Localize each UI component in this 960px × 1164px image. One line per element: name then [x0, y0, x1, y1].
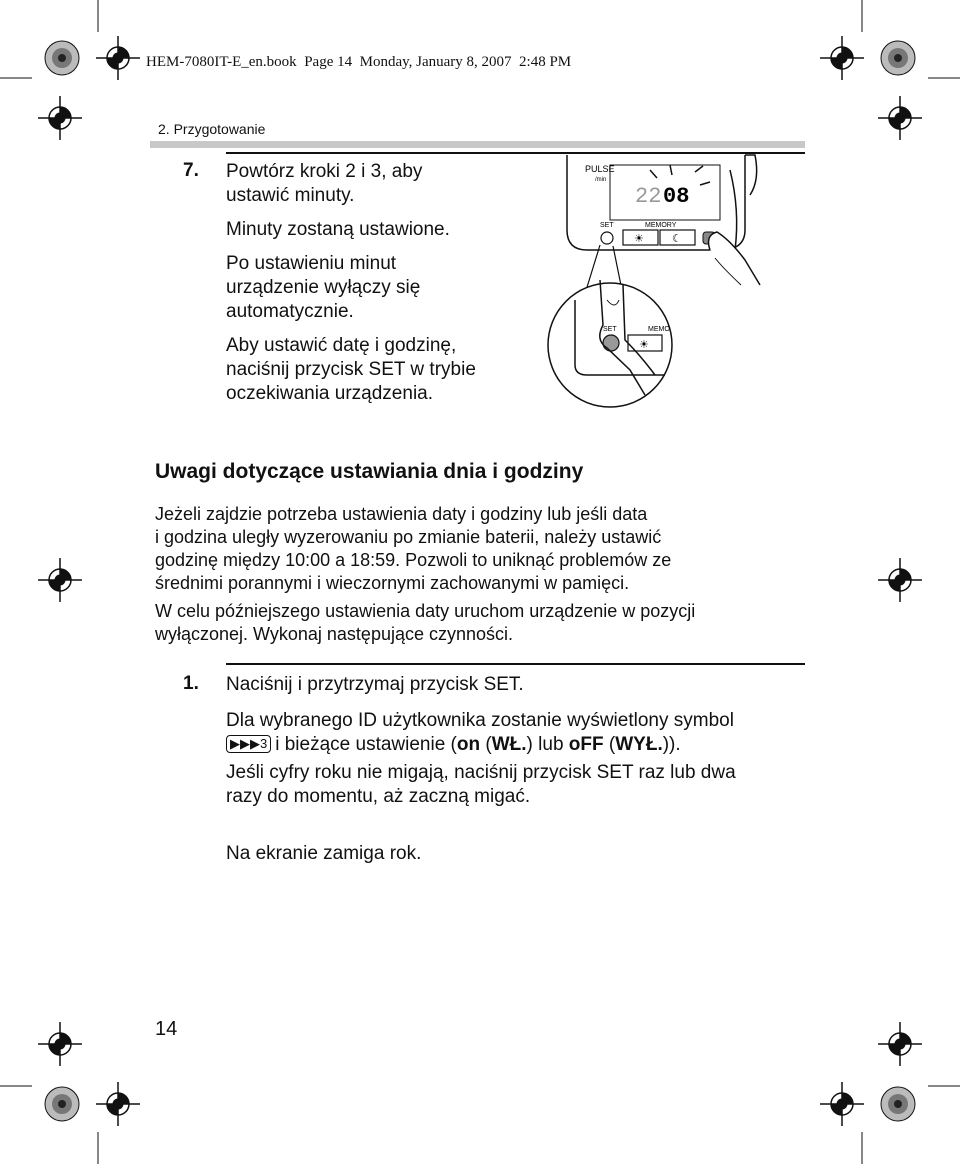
wl-label: WŁ.: [491, 734, 527, 755]
zoom-set-label: SET: [603, 326, 617, 333]
note-title: Uwagi dotyczące ustawiania dnia i godziny: [155, 460, 584, 483]
note-line: średnimi porannymi i wieczornymi zachowanymi w pamięci.: [155, 573, 630, 593]
step-number: 7.: [183, 160, 199, 181]
text-run: (: [603, 734, 616, 755]
zoom-memory-label: MEMO: [648, 326, 670, 333]
step1-line: Jeśli cyfry roku nie migają, naciśnij przycisk SET raz lub dwa: [226, 762, 736, 783]
step7-line: Aby ustawić datę i godzinę,: [226, 335, 457, 356]
color-bar-mark: [881, 41, 915, 75]
note-line: wyłączonej. Wykonaj następujące czynności.: [155, 624, 514, 644]
step7-line: naciśnij przycisk SET w trybie: [226, 359, 476, 380]
step-number: 1.: [183, 673, 199, 694]
step7-text: [226, 160, 546, 406]
step1-line: razy do momentu, aż zaczną migać.: [226, 786, 531, 807]
step1-line: [226, 733, 806, 757]
print-header: [146, 54, 571, 71]
crosshair-mark: [38, 96, 82, 140]
text-run: )).: [662, 734, 681, 755]
on-label: on: [456, 734, 481, 755]
pulse-unit: /min: [595, 177, 607, 183]
step7-line: automatycznie.: [226, 301, 354, 322]
zoom-set-button[interactable]: [603, 335, 619, 351]
moon-icon: ☾: [672, 233, 682, 245]
page-number: 14: [155, 1018, 178, 1040]
crosshair-mark: [96, 36, 140, 80]
crosshair-mark: [820, 36, 864, 80]
step1-title: Naciśnij i przytrzymaj przycisk SET.: [226, 674, 524, 695]
display-digits-blink: 08: [663, 184, 690, 209]
step7-line: Powtórz kroki 2 i 3, aby: [226, 161, 423, 182]
crosshair-mark: [96, 1082, 140, 1126]
crosshair-mark: [38, 558, 82, 602]
crosshair-mark: [878, 558, 922, 602]
note-line: godzinę między 10:00 a 18:59. Pozwoli to uniknąć problemów ze: [155, 550, 672, 570]
step1-line: Dla wybranego ID użytkownika zostanie wyświetlony symbol: [226, 710, 734, 731]
user-id-symbol: ▶▶▶3: [226, 735, 271, 753]
note-line: i godzina uległy wyzerowaniu po zmianie baterii, należy ustawić: [155, 527, 662, 547]
step7-line: Po ustawieniu minut: [226, 253, 397, 274]
note-line: W celu późniejszego ustawienia daty uruchom urządzenie w pozycji: [155, 601, 696, 621]
step7-line: ustawić minuty.: [226, 185, 355, 206]
crosshair-mark: [878, 1022, 922, 1066]
pulse-label: PULSE: [585, 164, 615, 174]
off-label: oFF: [568, 734, 604, 755]
display-digits-dim: 22: [635, 184, 662, 209]
set-label: SET: [600, 222, 614, 229]
step7-line: urządzenie wyłączy się: [226, 277, 421, 298]
color-bar-mark: [881, 1087, 915, 1121]
wyl-label: WYŁ.: [615, 734, 663, 755]
note-paragraph: [155, 503, 795, 646]
crosshair-mark: [820, 1082, 864, 1126]
text-run: (: [480, 734, 492, 755]
section-label: 2. Przygotowanie: [158, 121, 266, 137]
step7-line: oczekiwania urządzenia.: [226, 383, 434, 404]
memory-label: MEMORY: [645, 222, 677, 229]
note-line: Jeżeli zajdzie potrzeba ustawienia daty i godziny lub jeśli data: [155, 504, 648, 524]
step7-line: Minuty zostaną ustawione.: [226, 219, 450, 240]
color-bar-mark: [45, 1087, 79, 1121]
sun-icon: ☀: [634, 233, 644, 245]
set-button[interactable]: [601, 232, 613, 244]
section-rule: [150, 141, 805, 148]
step1-rule: [226, 663, 805, 665]
page-ref: Page 14: [304, 54, 353, 70]
text-run: i bieżące ustawienie (: [275, 734, 457, 755]
text-run: ) lub: [526, 734, 569, 755]
step1-text: [226, 673, 806, 866]
zoom-sun-icon: ☀: [639, 339, 649, 351]
crosshair-mark: [38, 1022, 82, 1066]
color-bar-mark: [45, 41, 79, 75]
step1-line: Na ekranie zamiga rok.: [226, 843, 422, 864]
print-time: 2:48 PM: [519, 54, 572, 70]
book-file: HEM-7080IT-E_en.book: [146, 54, 297, 70]
crosshair-mark: [878, 96, 922, 140]
print-date: Monday, January 8, 2007: [359, 54, 512, 70]
device-illustration: [545, 150, 810, 410]
